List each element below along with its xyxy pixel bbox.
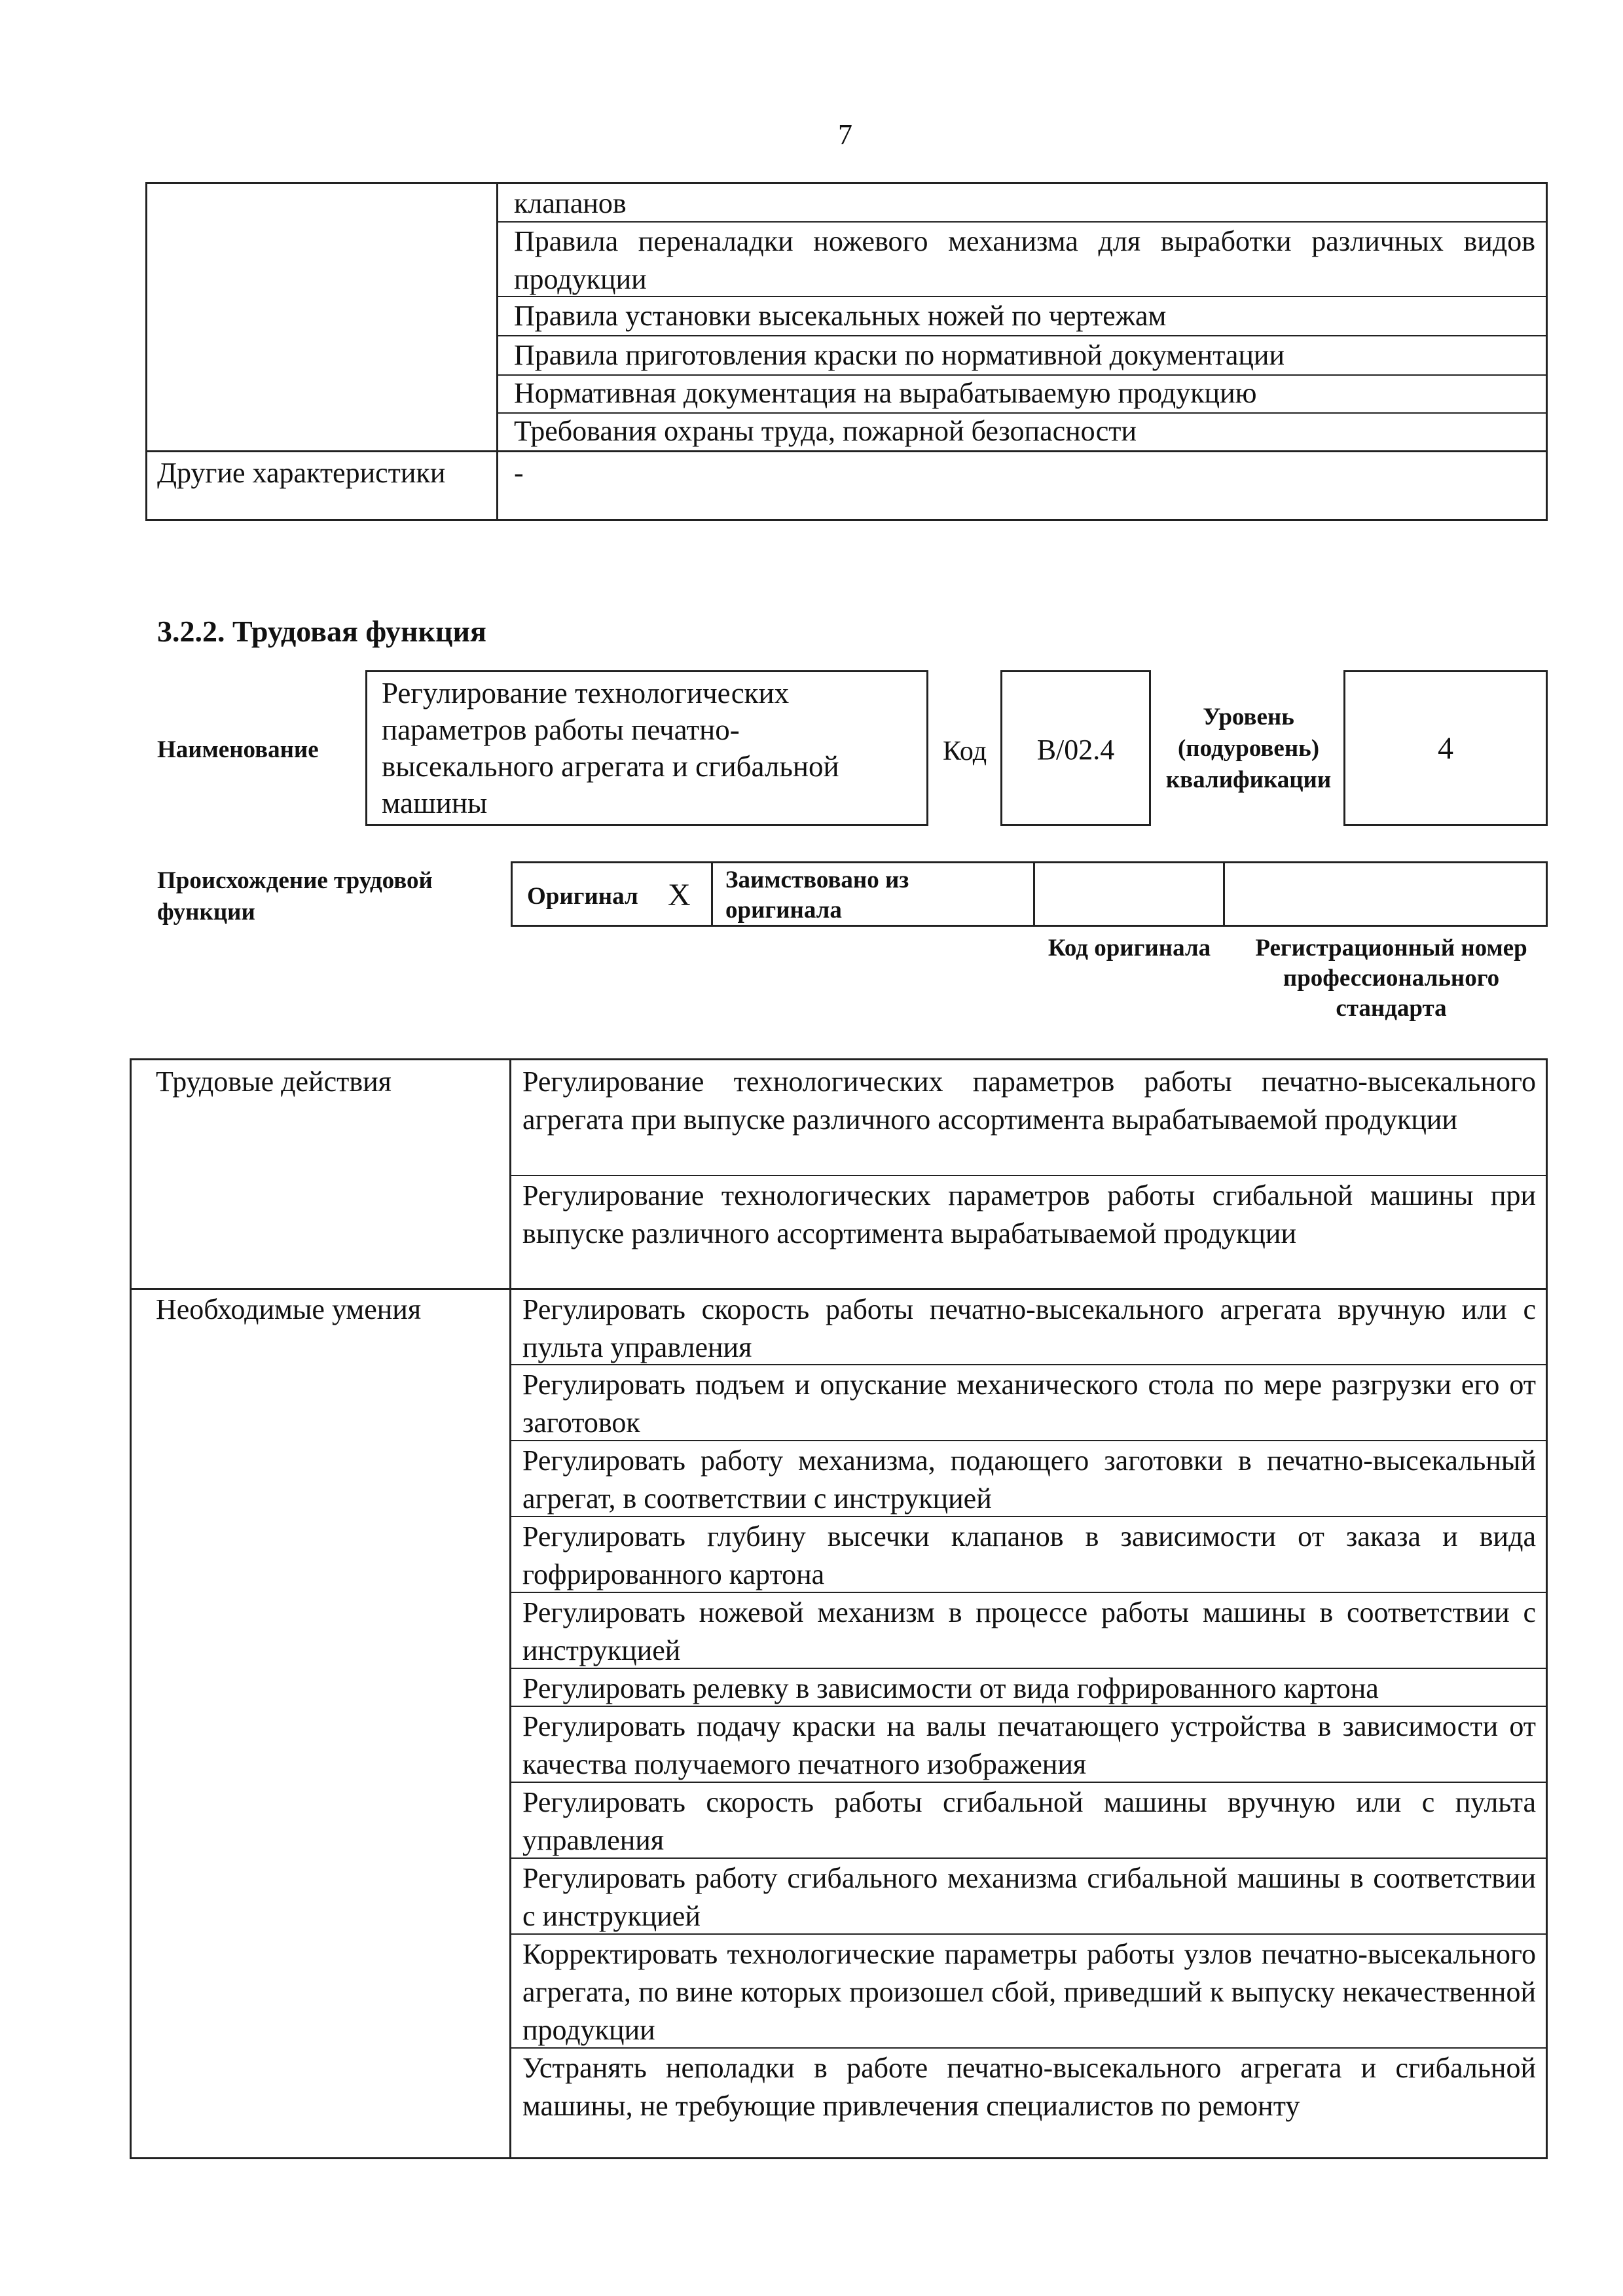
skill-item: Регулировать скорость работы печатно-высекального агрегата вручную или с пульта управления: [522, 1293, 1536, 1363]
skill-item: Корректировать технологические параметры работы узлов печатно-высекального агрегата, по вине которых произошел сбой, приведший к выпуску некачественной продукции: [522, 1938, 1536, 2046]
borrowed-label: Заимствовано из оригинала: [725, 867, 909, 924]
knowledge-item: Требования охраны труда, пожарной безопасности: [514, 415, 1137, 447]
other-characteristics-value: -: [514, 457, 524, 489]
skill-item: Устранять неполадки в работе печатно-высекального агрегата и сгибальной машины, не требующие привлечения специалистов по ремонту: [522, 2052, 1536, 2122]
origin-box: [511, 861, 1548, 927]
skill-item: Регулировать релевку в зависимости от вида гофрированного картона: [522, 1672, 1379, 1704]
level-box: [1343, 670, 1548, 826]
level-value: 4: [1438, 731, 1453, 766]
original-label: Оригинал: [527, 883, 638, 910]
action-item: Регулирование технологических параметров работы печатно-высекального агрегата при выпуске различного ассортимента вырабатываемой продукции: [522, 1066, 1536, 1136]
knowledge-item: Правила установки высекальных ножей по чертежам: [514, 300, 1167, 332]
section-title: 3.2.2. Трудовая функция: [157, 615, 486, 648]
skill-item: Регулировать ножевой механизм в процессе работы машины в соответствии с инструкцией: [522, 1596, 1536, 1666]
knowledge-item: Правила переналадки ножевого механизма для выработки различных видов продукции: [514, 225, 1535, 295]
skill-item: Регулировать подачу краски на валы печатающего устройства в зависимости от качества получаемого печатного изображения: [522, 1710, 1536, 1780]
origin-label: Происхождение трудовой функции: [157, 867, 433, 925]
reg-number-caption: Регистрационный номер профессионального стандарта: [1255, 935, 1527, 1022]
other-characteristics-label: Другие характеристики: [157, 457, 446, 489]
skill-item: Регулировать глубину высечки клапанов в зависимости от заказа и вида гофрированного картона: [522, 1520, 1536, 1590]
code-original-caption: Код оригинала: [1048, 935, 1211, 961]
code-value: B/02.4: [1036, 734, 1115, 766]
knowledge-item: Нормативная документация на вырабатываемую продукцию: [514, 377, 1257, 409]
actions-label: Трудовые действия: [156, 1066, 392, 1098]
skill-item: Регулировать работу механизма, подающего заготовки в печатно-высекальный агрегат, в соответствии с инструкцией: [522, 1444, 1536, 1515]
level-label: Уровень (подуровень) квалификации: [1165, 704, 1332, 793]
skill-item: Регулировать работу сгибального механизма сгибальной машины в соответствии с инструкцией: [522, 1862, 1536, 1932]
name-value: Регулирование технологических параметров работы печатно-высекального агрегата и сгибальной машины: [382, 677, 839, 819]
knowledge-item: клапанов: [514, 187, 627, 219]
original-mark: X: [668, 878, 691, 912]
action-item: Регулирование технологических параметров работы сгибальной машины при выпуске различного ассортимента вырабатываемой продукции: [522, 1179, 1536, 1249]
name-box: [365, 670, 928, 826]
skill-item: Регулировать скорость работы сгибальной машины вручную или с пульта управления: [522, 1786, 1536, 1856]
knowledge-item: Правила приготовления краски по нормативной документации: [514, 339, 1285, 371]
skills-label: Необходимые умения: [156, 1293, 422, 1325]
code-box: [1000, 670, 1151, 826]
code-label: Код: [943, 736, 987, 766]
skill-item: Регулировать подъем и опускание механического стола по мере разгрузки его от заготовок: [522, 1369, 1536, 1439]
page-number: 7: [838, 118, 852, 151]
name-label: Наименование: [157, 736, 319, 763]
